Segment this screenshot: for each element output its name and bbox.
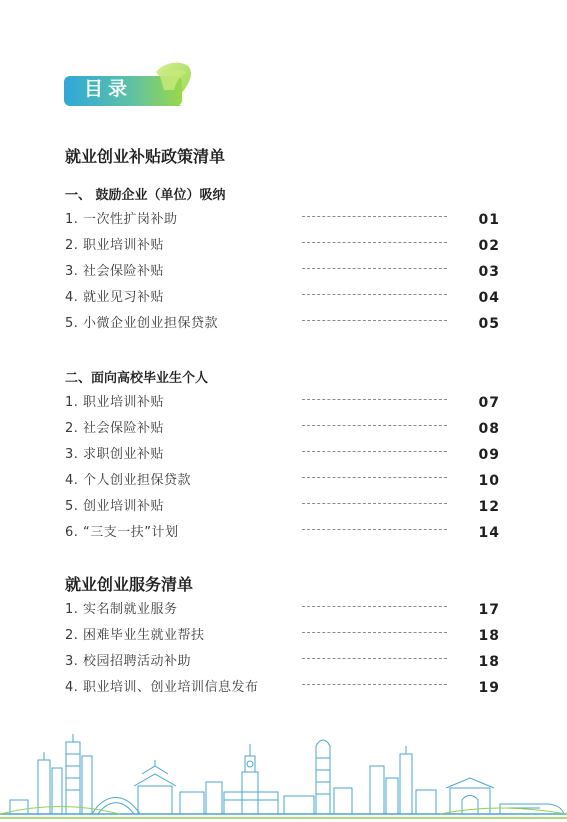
dotted-leader [302, 425, 447, 426]
toc-entry[interactable] [65, 236, 500, 256]
toc-entry-label: 5. 创业培训补贴 [65, 499, 165, 514]
toc-entry-label: 5. 小微企业创业担保贷款 [65, 316, 219, 331]
toc-entry[interactable] [65, 288, 500, 308]
toc-entry[interactable] [65, 600, 500, 620]
dotted-leader [302, 684, 447, 685]
toc-entry-label: 2. 困难毕业生就业帮扶 [65, 628, 205, 643]
toc-entry-page: 18 [478, 628, 500, 644]
toc-entry[interactable] [65, 210, 500, 230]
toc-entry-label: 4. 职业培训、创业培训信息发布 [65, 680, 259, 695]
toc-entry-page: 10 [478, 473, 500, 489]
toc-entry-label: 2. 社会保险补贴 [65, 421, 165, 436]
toc-entry-label: 4. 个人创业担保贷款 [65, 473, 192, 488]
toc-entry-label: 2. 职业培训补贴 [65, 238, 165, 253]
toc-entry-page: 04 [478, 290, 500, 306]
toc-entry-page: 19 [478, 680, 500, 696]
toc-entry-page: 08 [478, 421, 500, 437]
toc-entry-page: 12 [478, 499, 500, 515]
toc-entry-label: 1. 实名制就业服务 [65, 602, 178, 617]
toc-title: 目录 [84, 78, 133, 100]
dotted-leader [302, 529, 447, 530]
toc-entry-page: 18 [478, 654, 500, 670]
group-title-graduates: 二、面向高校毕业生个人 [65, 371, 209, 386]
toc-entry[interactable] [65, 497, 500, 517]
dotted-leader [302, 451, 447, 452]
toc-entry[interactable] [65, 445, 500, 465]
toc-entry[interactable] [65, 626, 500, 646]
section-title-subsidy: 就业创业补贴政策清单 [65, 147, 226, 166]
dotted-leader [302, 658, 447, 659]
toc-entry-label: 3. 校园招聘活动补助 [65, 654, 192, 669]
dotted-leader [302, 242, 447, 243]
toc-entry-page: 05 [478, 316, 500, 332]
toc-entry-page: 07 [478, 395, 500, 411]
toc-entry[interactable] [65, 393, 500, 413]
toc-entry-page: 09 [478, 447, 500, 463]
group-title-employers: 一、 鼓励企业（单位）吸纳 [65, 188, 226, 203]
dotted-leader [302, 320, 447, 321]
toc-entry-label: 1. 职业培训补贴 [65, 395, 165, 410]
dotted-leader [302, 606, 447, 607]
toc-entry-page: 01 [478, 212, 500, 228]
toc-entry-label: 4. 就业见习补贴 [65, 290, 165, 305]
toc-entry[interactable] [65, 419, 500, 439]
toc-entry-label: 1. 一次性扩岗补助 [65, 212, 178, 227]
toc-entry[interactable] [65, 678, 500, 698]
dotted-leader [302, 268, 447, 269]
section-title-services: 就业创业服务清单 [65, 575, 194, 594]
toc-entry-page: 03 [478, 264, 500, 280]
dotted-leader [302, 216, 447, 217]
dotted-leader [302, 503, 447, 504]
toc-entry[interactable] [65, 471, 500, 491]
toc-entry[interactable] [65, 523, 500, 543]
toc-entry-page: 02 [478, 238, 500, 254]
toc-entry[interactable] [65, 652, 500, 672]
dotted-leader [302, 632, 447, 633]
toc-entry-page: 17 [478, 602, 500, 618]
dotted-leader [302, 294, 447, 295]
toc-entry[interactable] [65, 314, 500, 334]
toc-entry-label: 6. “三支一扶”计划 [65, 525, 179, 540]
toc-entry-label: 3. 求职创业补贴 [65, 447, 165, 462]
dotted-leader [302, 477, 447, 478]
city-skyline-illustration [0, 730, 567, 822]
toc-entry[interactable] [65, 262, 500, 282]
toc-entry-label: 3. 社会保险补贴 [65, 264, 165, 279]
dotted-leader [302, 399, 447, 400]
toc-header-badge [64, 60, 194, 110]
toc-entry-page: 14 [478, 525, 500, 541]
